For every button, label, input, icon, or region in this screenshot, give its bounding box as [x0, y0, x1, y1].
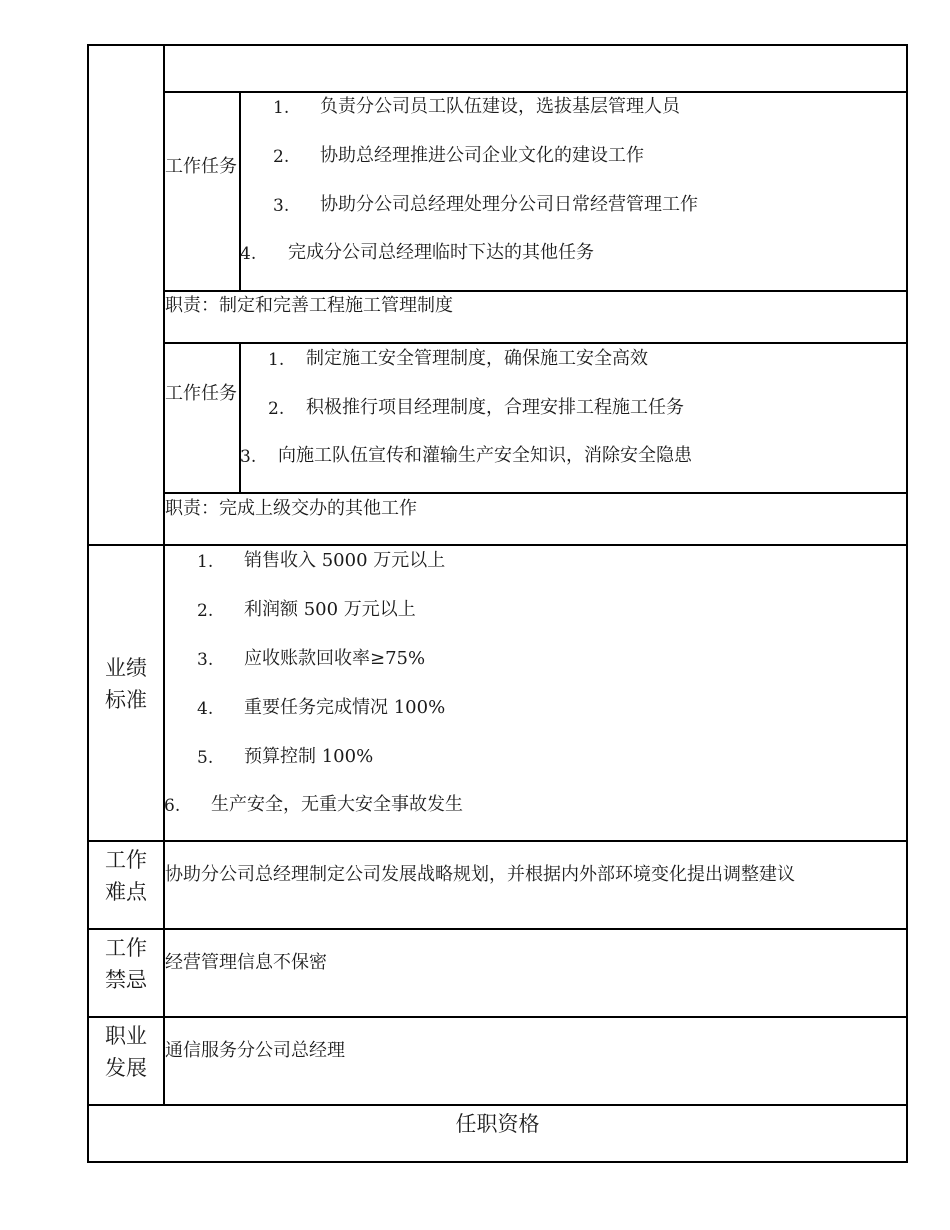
task-item: 制定施工安全管理制度，确保施工安全高效: [306, 348, 648, 369]
table-border-left: [87, 44, 89, 1163]
row-divider: [163, 290, 908, 292]
row-divider: [87, 928, 908, 930]
row-divider: [87, 840, 908, 842]
task-number: 4.: [240, 244, 257, 264]
performance-label: 业绩标准: [105, 656, 147, 712]
table-border-bottom: [87, 1161, 908, 1163]
performance-item: 预算控制 100%: [244, 746, 374, 767]
career-label: 职业发展: [105, 1024, 147, 1080]
task-number: 2.: [268, 399, 285, 419]
taboo-label: 工作禁忌: [105, 936, 147, 992]
performance-number: 5.: [197, 748, 214, 768]
duty-text: 职责：完成上级交办的其他工作: [165, 498, 417, 519]
performance-number: 2.: [197, 601, 214, 621]
task-item: 向施工队伍宣传和灌输生产安全知识，消除安全隐患: [278, 445, 692, 466]
task-item: 协助分公司总经理处理分公司日常经营管理工作: [320, 194, 698, 215]
performance-number: 1.: [197, 552, 214, 572]
row-divider: [163, 492, 908, 494]
performance-number: 6.: [164, 796, 181, 816]
table-border-right: [906, 44, 908, 1163]
label-column-divider: [163, 44, 165, 1106]
row-divider: [87, 1016, 908, 1018]
task-label: 工作任务: [165, 383, 237, 404]
task-item: 完成分公司总经理临时下达的其他任务: [288, 242, 594, 263]
performance-number: 4.: [197, 699, 214, 719]
performance-item: 销售收入 5000 万元以上: [244, 550, 446, 571]
task-item: 负责分公司员工队伍建设，选拔基层管理人员: [320, 96, 680, 117]
qualification-title: 任职资格: [455, 1112, 540, 1136]
task-item: 积极推行项目经理制度，合理安排工程施工任务: [306, 397, 684, 418]
performance-item: 生产安全，无重大安全事故发生: [211, 794, 463, 815]
table-border-top: [87, 44, 908, 46]
task-item: 协助总经理推进公司企业文化的建设工作: [320, 145, 644, 166]
row-divider: [163, 342, 908, 344]
performance-item: 利润额 500 万元以上: [244, 599, 416, 620]
subtable-divider: [239, 342, 241, 494]
duty-text: 职责：制定和完善工程施工管理制度: [165, 295, 453, 316]
row-divider: [87, 544, 908, 546]
task-number: 2.: [273, 147, 290, 167]
taboo-text: 经营管理信息不保密: [165, 952, 327, 973]
task-number: 3.: [273, 196, 290, 216]
career-text: 通信服务分公司总经理: [165, 1040, 345, 1061]
performance-number: 3.: [197, 650, 214, 670]
difficulty-label: 工作难点: [105, 848, 147, 904]
difficulty-text: 协助分公司总经理制定公司发展战略规划，并根据内外部环境变化提出调整建议: [165, 864, 795, 885]
row-divider: [87, 1104, 908, 1106]
task-number: 1.: [268, 350, 285, 370]
performance-item: 应收账款回收率≥75%: [244, 648, 426, 669]
task-label: 工作任务: [165, 156, 237, 177]
task-number: 3.: [240, 447, 257, 467]
performance-item: 重要任务完成情况 100%: [244, 697, 446, 718]
row-divider: [163, 91, 908, 93]
task-number: 1.: [273, 98, 290, 118]
